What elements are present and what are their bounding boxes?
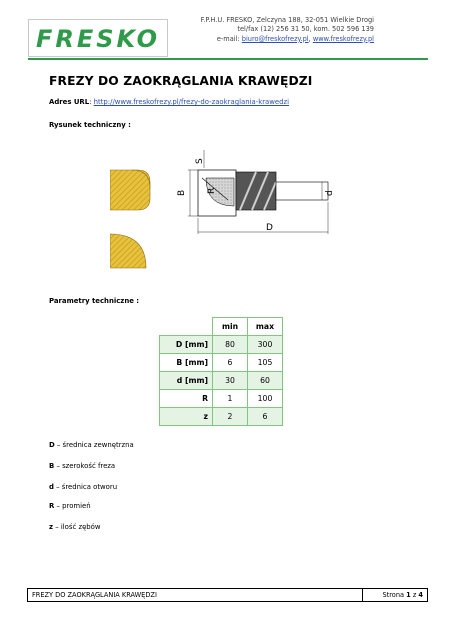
row-min: 80 [213, 336, 248, 354]
row-min: 2 [213, 408, 248, 426]
legend-item: d – średnica otworu [49, 483, 118, 491]
row-min: 1 [213, 390, 248, 408]
row-max: 300 [248, 336, 283, 354]
parameters-table [159, 317, 283, 426]
product-url-link[interactable]: http://www.freskofrezy.pl/frezy-do-zaokraglania-krawedzi [93, 98, 290, 106]
page-title: FREZY DO ZAOKRĄGLANIA KRAWĘDZI [49, 74, 313, 88]
table-row [160, 336, 283, 354]
dim-label-B: B [177, 189, 187, 196]
dim-label-D: D [266, 223, 273, 233]
row-label: d [mm] [160, 372, 213, 390]
legend-item: D – średnica zewnętrzna [49, 441, 134, 449]
table-row [160, 390, 283, 408]
table-row [160, 408, 283, 426]
company-address: F.P.H.U. FRESKO, Zelczyna 188, 32-051 Wielkie Drogi [200, 16, 374, 24]
col-header-max: max [248, 318, 283, 336]
website-link[interactable]: www.freskofrezy.pl [312, 34, 374, 43]
row-label: B [mm] [160, 354, 213, 372]
page-current: 1 [406, 590, 411, 599]
row-min: 30 [213, 372, 248, 390]
params-label: Parametry techniczne : [49, 297, 140, 305]
row-label: D [mm] [160, 336, 213, 354]
svg-text:FRESKO: FRESKO [35, 25, 161, 53]
email-link[interactable]: biuro@freskofrezy.pl [241, 34, 309, 43]
page-total: 4 [418, 590, 423, 599]
footer-divider [362, 589, 363, 601]
col-header-min: min [213, 318, 248, 336]
footer-title: FREZY DO ZAOKRĄGLANIA KRAWĘDZI [32, 590, 157, 599]
page-footer [27, 588, 428, 602]
wood-profile-convex [110, 170, 150, 210]
company-contact: e-mail: biuro@freskofrezy.pl, www.freskofrezy.pl [216, 34, 374, 43]
technical-drawing [110, 148, 350, 278]
row-max: 105 [248, 354, 283, 372]
legend-item: B – szerokość freza [49, 462, 116, 470]
url-label: Adres URL [49, 98, 90, 106]
row-max: 60 [248, 372, 283, 390]
cutter-body [198, 170, 236, 216]
page-indicator: Strona 1 z 4 [382, 590, 423, 599]
drawing-label: Rysunek techniczny : [49, 121, 131, 129]
table-row [160, 372, 283, 390]
legend-item: R – promień [49, 502, 91, 510]
wood-profile-quarter [110, 234, 146, 268]
dim-label-S: S [195, 158, 205, 164]
row-max: 100 [248, 390, 283, 408]
row-max: 6 [248, 408, 283, 426]
dim-label-R: R [207, 187, 217, 194]
dim-label-d: d [325, 190, 335, 196]
row-min: 6 [213, 354, 248, 372]
table-header-row [160, 318, 283, 336]
cutter-shank [236, 172, 328, 210]
company-info [114, 16, 374, 44]
row-label: z [160, 408, 213, 426]
row-label: R [160, 390, 213, 408]
table-row [160, 354, 283, 372]
header-divider [28, 58, 428, 60]
company-phone: tel/fax (12) 256 31 50, kom. 502 596 139 [237, 25, 374, 34]
legend-item: z – ilość zębów [49, 523, 101, 531]
url-row: Adres URL: http://www.freskofrezy.pl/frezy-do-zaokraglania-krawedzi [49, 98, 290, 106]
